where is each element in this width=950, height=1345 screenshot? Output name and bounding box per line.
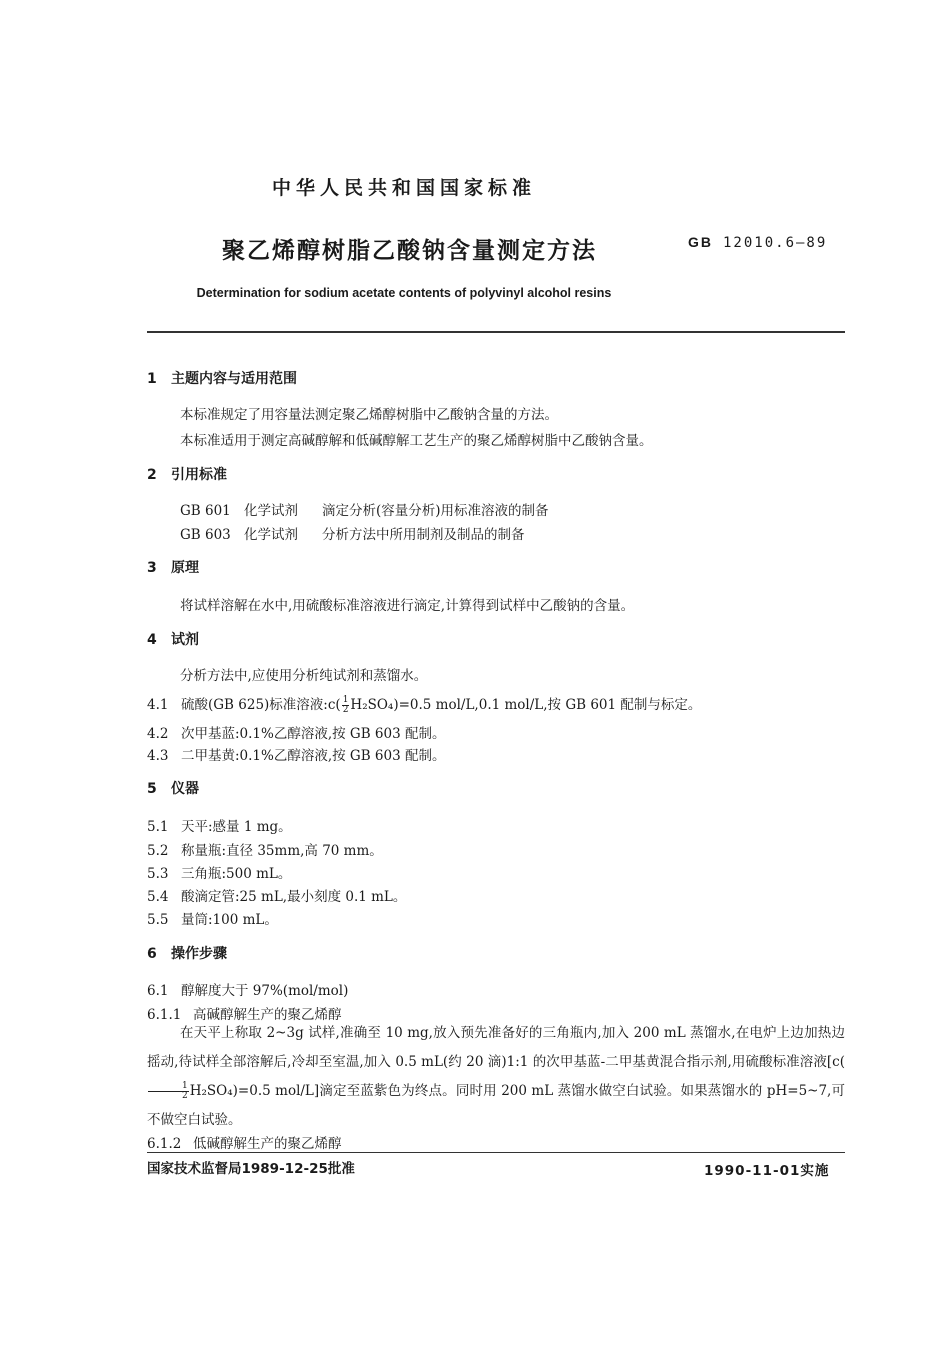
section-3-paragraph: 将试样溶解在水中,用硫酸标准溶液进行滴定,计算得到试样中乙酸钠的含量。 xyxy=(180,598,635,614)
fraction-half: $\frac{1}{2}$ xyxy=(148,1082,189,1101)
document-title: 聚乙烯醇树脂乙酸钠含量测定方法 xyxy=(222,238,597,264)
section-2-heading: 2 引用标准 xyxy=(147,467,227,483)
instrument-item: 5.2 称量瓶:直径 35mm,高 70 mm。 xyxy=(147,843,383,859)
section-4-heading: 4 试剂 xyxy=(147,632,199,648)
reagent-item-4-3: 4.3 二甲基黄:0.1%乙醇溶液,按 GB 603 配制。 xyxy=(147,748,446,764)
section-6-heading: 6 操作步骤 xyxy=(147,946,227,962)
approval-note: 国家技术监督局1989-12-25批准 xyxy=(147,1161,355,1177)
section-1-paragraph-2: 本标准适用于测定高碱醇解和低碱醇解工艺生产的聚乙烯醇树脂中乙酸钠含量。 xyxy=(180,433,653,449)
english-title: Determination for sodium acetate contents of polyvinyl alcohol resins xyxy=(196,286,612,300)
standard-code xyxy=(688,234,827,251)
section-3-heading: 3 原理 xyxy=(147,560,199,576)
header-divider xyxy=(147,331,845,333)
effective-date: 1990-11-01实施 xyxy=(704,1163,830,1179)
procedure-paragraph: 在天平上称取 2~3g 试样,准确至 10 mg,放入预先准备好的三角瓶内,加入 200 mL 蒸馏水,在电炉上边加热边摇动,待试样全部溶解后,冷却至室温,加入 0.5 mL(约 20 滴)1:1 的次甲基蓝-二甲基黄混合指示剂,用硫酸标准溶液[c( $\frac{1}{2}$ H₂SO₄)=0.5 mol/L]滴定至蓝紫色为终点。同时用 200 mL 蒸馏水做空白试验。如果蒸馏水的 pH=5~7,可不做空白试验。 xyxy=(147,1025,845,1128)
code-number: 12010.6—89 xyxy=(723,235,828,251)
footer-divider xyxy=(147,1152,845,1153)
procedure-item-6-1-2: 6.1.2 低碱醇解生产的聚乙烯醇 xyxy=(147,1136,342,1152)
instrument-item: 5.1 天平:感量 1 mg。 xyxy=(147,819,292,835)
section-5-heading: 5 仪器 xyxy=(147,781,199,797)
reference-item: GB 603 化学试剂 分析方法中所用制剂及制品的制备 xyxy=(180,527,525,543)
section-1-paragraph-1: 本标准规定了用容量法测定聚乙烯醇树脂中乙酸钠含量的方法。 xyxy=(180,407,558,423)
instrument-item: 5.4 酸滴定管:25 mL,最小刻度 0.1 mL。 xyxy=(147,889,407,905)
instrument-item: 5.5 量筒:100 mL。 xyxy=(147,912,278,928)
procedure-item-6-1: 6.1 醇解度大于 97%(mol/mol) xyxy=(147,983,349,999)
reference-item: GB 601 化学试剂 滴定分析(容量分析)用标准溶液的制备 xyxy=(180,503,549,519)
section-1-heading: 1 主题内容与适用范围 xyxy=(147,371,297,387)
reagent-item-4-1: 4.1 硫酸(GB 625)标准溶液:c( $\frac{1}{2}$ H₂SO₄)=0.5 mol/L,0.1 mol/L,按 GB 601 配制与标定。 xyxy=(147,695,702,715)
instrument-item: 5.3 三角瓶:500 mL。 xyxy=(147,866,292,882)
fraction-half: $\frac{1}{2}$ xyxy=(342,695,349,715)
reagent-item-4-2: 4.2 次甲基蓝:0.1%乙醇溶液,按 GB 603 配制。 xyxy=(147,726,446,742)
code-prefix: GB xyxy=(688,234,713,250)
standard-type: 中华人民共和国国家标准 xyxy=(271,177,536,199)
section-4-intro: 分析方法中,应使用分析纯试剂和蒸馏水。 xyxy=(180,668,428,684)
procedure-item-6-1-1: 6.1.1 高碱醇解生产的聚乙烯醇 xyxy=(147,1007,342,1023)
